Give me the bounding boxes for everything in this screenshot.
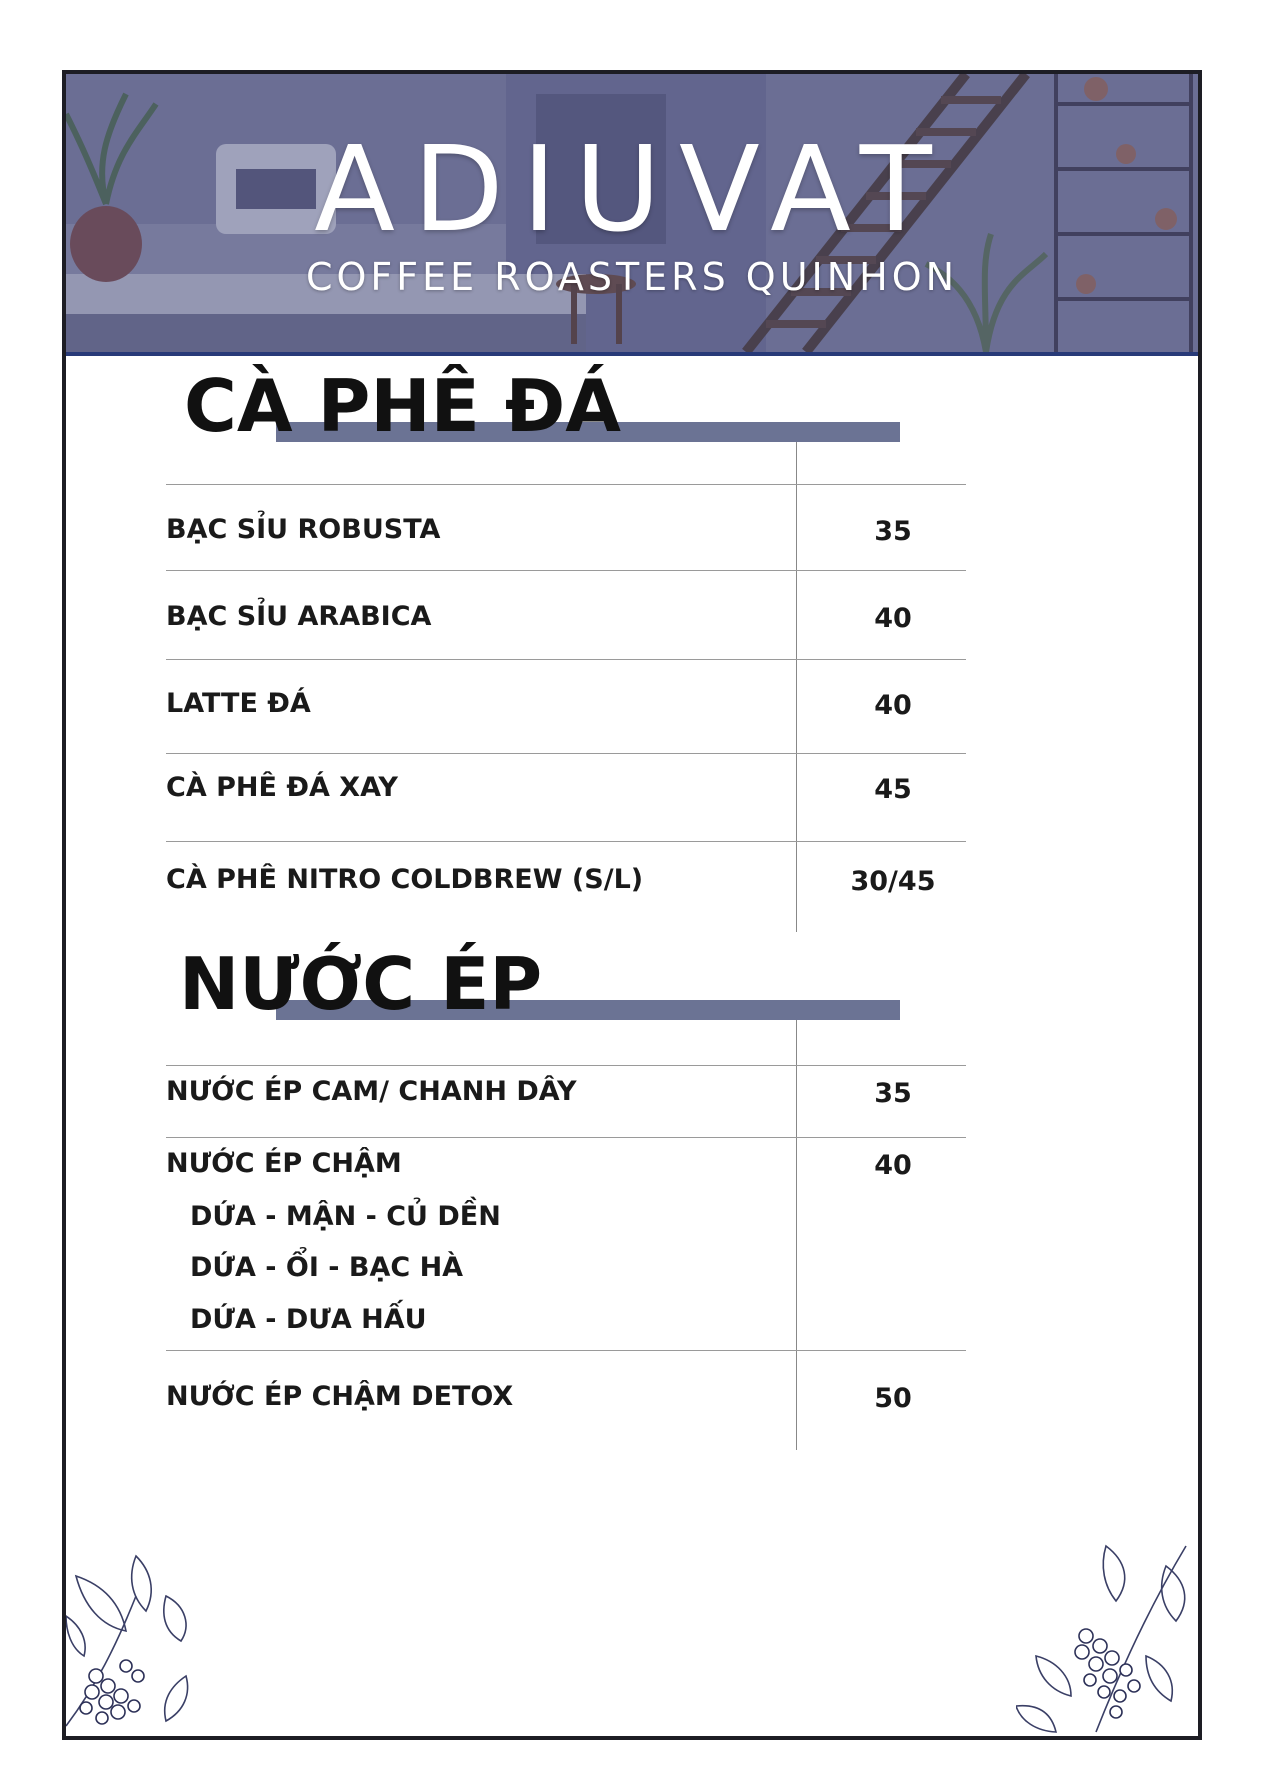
section-title-nuoc-ep: NƯỚC ÉP: [179, 942, 543, 1026]
menu-item-name: CÀ PHÊ ĐÁ XAY: [166, 772, 398, 803]
menu-item-price: 30/45: [850, 866, 936, 897]
menu-item-name: LATTE ĐÁ: [166, 688, 311, 719]
menu-item-option: DỨA - ỔI - BẠC HÀ: [190, 1252, 464, 1283]
price-column-divider: [796, 442, 797, 932]
row-divider: [166, 1137, 966, 1138]
section-title-ca-phe-da: CÀ PHÊ ĐÁ: [184, 364, 621, 448]
menu-item-price: 35: [874, 1078, 912, 1109]
menu-item-name: NƯỚC ÉP CHẬM: [166, 1148, 402, 1179]
row-divider: [166, 841, 966, 842]
row-divider: [166, 1065, 966, 1066]
menu-page: [62, 70, 1202, 1740]
menu-item-price: 40: [874, 603, 912, 634]
brand-tagline: COFFEE ROASTERS QUINHON: [305, 255, 959, 299]
coffee-branch-illustration-right: [1016, 1536, 1196, 1736]
row-divider: [166, 659, 966, 660]
coffee-branch-illustration-left: [66, 1536, 206, 1736]
row-divider: [166, 570, 966, 571]
row-divider: [166, 484, 966, 485]
menu-item-price: 50: [874, 1383, 912, 1414]
menu-item-price: 45: [874, 774, 912, 805]
menu-item-name: BẠC SỈU ARABICA: [166, 601, 432, 632]
menu-item-name: NƯỚC ÉP CAM/ CHANH DÂY: [166, 1076, 577, 1107]
menu-item-price: 40: [874, 1150, 912, 1181]
menu-item-price: 40: [874, 690, 912, 721]
menu-item-name: BẠC SỈU ROBUSTA: [166, 514, 441, 545]
menu-item-name: CÀ PHÊ NITRO COLDBREW (S/L): [166, 864, 644, 895]
menu-item-option: DỨA - MẬN - CỦ DỀN: [190, 1201, 501, 1232]
menu-item-name: NƯỚC ÉP CHẬM DETOX: [166, 1381, 514, 1412]
row-divider: [166, 753, 966, 754]
row-divider: [166, 1350, 966, 1351]
brand-name: ADIUVAT: [314, 120, 950, 258]
header-banner: [66, 74, 1198, 356]
menu-item-option: DỨA - DƯA HẤU: [190, 1304, 427, 1335]
price-column-divider: [796, 1020, 797, 1450]
menu-item-price: 35: [874, 516, 912, 547]
